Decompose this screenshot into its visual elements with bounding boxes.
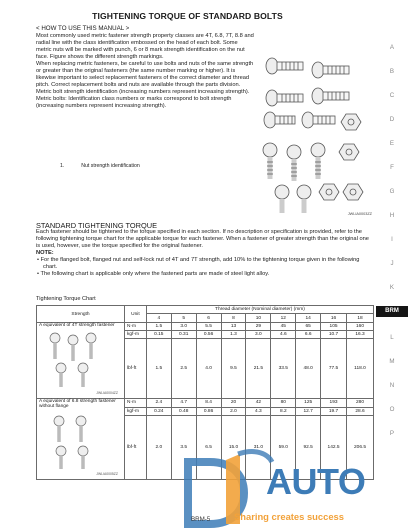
value-cell: 1.5 <box>146 323 171 331</box>
value-cell: 4.3 <box>246 407 271 416</box>
unit-cell: lbf-ft <box>124 416 146 480</box>
value-cell: 4.7 <box>171 399 196 408</box>
note-label: NOTE: <box>36 250 54 256</box>
diameter-cell: 12 <box>271 314 296 323</box>
value-cell: 2.5 <box>171 339 196 399</box>
value-cell: 4.0 <box>196 339 221 399</box>
value-cell: 45 <box>271 323 296 331</box>
sidebar-letter[interactable]: L <box>390 334 394 341</box>
watermark-logo-text: AUTO <box>266 461 366 502</box>
diameter-cell: 16 <box>321 314 347 323</box>
sidebar-letter[interactable]: K <box>389 284 395 291</box>
value-cell: 193 <box>321 399 347 408</box>
bolt-icon <box>56 363 66 373</box>
bolt-icon <box>312 88 349 104</box>
unit-cell: lbf-ft <box>124 339 146 399</box>
sidebar-letter[interactable]: O <box>389 406 395 413</box>
value-cell: 3.5 <box>171 416 196 480</box>
diameter-cell: 4 <box>146 314 171 323</box>
value-cell: 15.0 <box>221 416 246 480</box>
intro-paragraph: Most commonly used metric fastener strength property classes are 4T, 6.8, 7T, 8.8 and radial line with the class identification embossed on the head of each bolt. Some metric nuts will be marked with punch, 6 or 8 mark strength identification on the nut face. Figure shows the different strength markings. <box>36 33 254 60</box>
value-cell: 10.7 <box>321 331 347 339</box>
figure-legend-item <box>60 163 140 169</box>
intro-paragraph: When replacing metric fasteners, be careful to use bolts and nuts of the same strength or greater than the original fasteners (the same number marking or higher). It is likewise important to select replacement fasteners of the correct diameter and thread pitch. Correct replacement bolts and nuts are available through the parts division. <box>36 61 254 88</box>
bolt-icon <box>275 185 289 213</box>
section-body <box>36 229 374 278</box>
value-cell: 118.0 <box>347 339 374 399</box>
value-cell: 21.5 <box>246 339 271 399</box>
note-text: The following chart is applicable only where the fastened parts are made of steel light alloy. <box>40 271 270 277</box>
value-cell: 42 <box>246 399 271 408</box>
intro-paragraph: Metric bolt strength identification (increasing numbers represent increasing strength). Metric bolts: Identification class numbers or marks correspond to bolt strength (increasing numbers represent increasing strength). <box>36 89 250 109</box>
sidebar-letter[interactable]: N <box>389 382 395 389</box>
diameter-cell: 10 <box>246 314 271 323</box>
nut-icon <box>343 184 363 200</box>
value-cell: 2.0 <box>221 407 246 416</box>
watermark-tagline: Sharing creates success <box>234 511 344 522</box>
bolt-icon <box>54 416 64 426</box>
bolt-icon <box>86 333 96 343</box>
value-cell: 0.48 <box>171 407 196 416</box>
value-cell: 0.56 <box>196 331 221 339</box>
header-strength: Strength <box>37 306 125 323</box>
page-title: TIGHTENING TORQUE OF STANDARD BOLTS <box>92 11 283 21</box>
strength-label: A equivalent of 6.8 strength fastener without flange <box>39 399 116 409</box>
bolt-icon <box>68 335 78 345</box>
value-cell: 3.0 <box>171 323 196 331</box>
section-paragraph: Each fastener should be tightened to the torque specified in each section. If no description or specification is provided, refer to the following tightening torque chart for the applicable torque for each fastener. When a fastener of greater strength than the original one is used, however, use the torque specified for the original fastener. <box>36 229 369 249</box>
value-cell: 16.3 <box>347 331 374 339</box>
value-cell: 1.3 <box>221 331 246 339</box>
value-cell: 0.86 <box>196 407 221 416</box>
note-item: • The following chart is applicable only where the fastened parts are made of steel light alloy. <box>37 271 270 277</box>
unit-cell: N·m <box>124 323 146 331</box>
value-cell: 77.5 <box>321 339 347 399</box>
nut-icon <box>339 144 359 160</box>
value-cell: 92.5 <box>296 416 321 480</box>
value-cell: 6.6 <box>296 331 321 339</box>
value-cell: 1.5 <box>146 339 171 399</box>
diameter-cell: 18 <box>347 314 374 323</box>
value-cell: 33.5 <box>271 339 296 399</box>
value-cell: 105 <box>321 323 347 331</box>
diameter-cell: 6 <box>196 314 221 323</box>
nut-icon <box>341 114 361 130</box>
sidebar-letter[interactable]: E <box>389 140 395 147</box>
sidebar-letter[interactable]: H <box>389 212 395 219</box>
unit-cell: kgf-m <box>124 331 146 339</box>
strength-figure <box>39 328 124 398</box>
page-number: BRM-5 <box>191 516 211 523</box>
strength-label: A equivalent of 4T strength fastener <box>39 323 115 328</box>
unit-cell: kgf-m <box>124 407 146 416</box>
note-item: • For the flanged bolt, flanged nut and self-lock nut of 4T and 7T strength, add 10% to the tightening torque given in the following chart. <box>37 257 360 270</box>
bolt-icon <box>56 446 66 456</box>
section-heading: STANDARD TIGHTENING TORQUE <box>36 221 157 230</box>
value-cell: 142.5 <box>321 416 347 480</box>
value-cell: 0.15 <box>146 331 171 339</box>
value-cell: 80 <box>271 399 296 408</box>
figure-code: JWLIA0004ZZ <box>96 391 118 395</box>
bolt-group-drawing <box>39 409 119 471</box>
bolt-icon <box>302 112 335 128</box>
diameter-cell: 5 <box>171 314 196 323</box>
bolt-icon <box>78 446 88 456</box>
bolt-icon <box>76 416 86 426</box>
value-cell: 65 <box>296 323 321 331</box>
figure-code: JWLIA0003ZZ <box>347 212 372 216</box>
value-cell: 280 <box>347 399 374 408</box>
value-cell: 125 <box>296 399 321 408</box>
diameter-cell: 14 <box>296 314 321 323</box>
bolt-icon <box>311 143 325 179</box>
strength-group-cell <box>37 323 125 399</box>
value-cell: 9.5 <box>221 339 246 399</box>
value-cell: 0.24 <box>146 407 171 416</box>
sidebar-letter[interactable]: I <box>391 236 393 243</box>
value-cell: 0.31 <box>171 331 196 339</box>
value-cell: 4.6 <box>271 331 296 339</box>
note-text: For the flanged bolt, flanged nut and self-lock nut of 4T and 7T strength, add 10% to the tightening torque given in the following chart. <box>40 257 360 270</box>
bolt-icon <box>287 145 301 181</box>
table-row <box>37 323 374 331</box>
value-cell: 8.2 <box>271 407 296 416</box>
bolt-icon <box>263 143 277 179</box>
header-unit: Unit <box>124 306 146 323</box>
nut-icon <box>319 184 339 200</box>
value-cell: 29 <box>246 323 271 331</box>
bolt-icon <box>264 112 295 128</box>
value-cell: 20 <box>221 399 246 408</box>
legend-text: Nut strength identification <box>81 163 140 169</box>
value-cell: 2.4 <box>146 399 171 408</box>
bolt-icon <box>50 333 60 343</box>
diameter-cell: 8 <box>221 314 246 323</box>
bolt-strength-figure <box>258 32 376 218</box>
bolt-icon <box>78 363 88 373</box>
value-cell: 19.7 <box>321 407 347 416</box>
sidebar-letter[interactable]: J <box>390 260 394 267</box>
value-cell: 8.4 <box>196 399 221 408</box>
value-cell: 2.0 <box>146 416 171 480</box>
value-cell: 28.6 <box>347 407 374 416</box>
bolt-icon <box>312 62 349 78</box>
sidebar-letter[interactable]: P <box>389 430 395 437</box>
sidebar-letter[interactable]: C <box>389 92 395 99</box>
value-cell: 3.0 <box>246 331 271 339</box>
unit-cell: N·m <box>124 399 146 408</box>
table-row <box>37 399 374 408</box>
sidebar-letter[interactable]: B <box>389 68 395 75</box>
strength-group-cell <box>37 399 125 480</box>
value-cell: 6.5 <box>196 416 221 480</box>
intro-text <box>36 33 254 110</box>
value-cell: 59.0 <box>271 416 296 480</box>
value-cell: 206.5 <box>347 416 374 480</box>
value-cell: 48.0 <box>296 339 321 399</box>
value-cell: 12.7 <box>296 407 321 416</box>
figure-code: JWLIA0005ZZ <box>96 472 118 476</box>
bolt-icon <box>266 90 303 106</box>
legend-number: 1. <box>60 163 65 169</box>
bolt-group-drawing <box>39 328 119 390</box>
value-cell: 160 <box>347 323 374 331</box>
sidebar-letter[interactable]: A <box>389 44 395 51</box>
sidebar-letter[interactable]: M <box>389 358 395 365</box>
value-cell: 13 <box>221 323 246 331</box>
chart-caption: Tightening Torque Chart <box>36 296 96 302</box>
bolt-drawings <box>258 32 376 218</box>
sidebar-letter[interactable]: F <box>390 164 394 171</box>
strength-figure <box>39 409 124 479</box>
sidebar-letter[interactable]: G <box>389 188 395 195</box>
header-thread-diameter: Thread diameter (Nominal diameter) (mm) <box>146 306 373 314</box>
sidebar-letter[interactable]: D <box>389 116 395 123</box>
value-cell: 31.0 <box>246 416 271 480</box>
bolt-icon <box>266 58 303 74</box>
bolt-icon <box>297 185 311 213</box>
section-subtitle: < HOW TO USE THIS MANUAL > <box>36 25 130 32</box>
sidebar-active-section[interactable]: BRM <box>376 306 408 317</box>
value-cell: 5.5 <box>196 323 221 331</box>
